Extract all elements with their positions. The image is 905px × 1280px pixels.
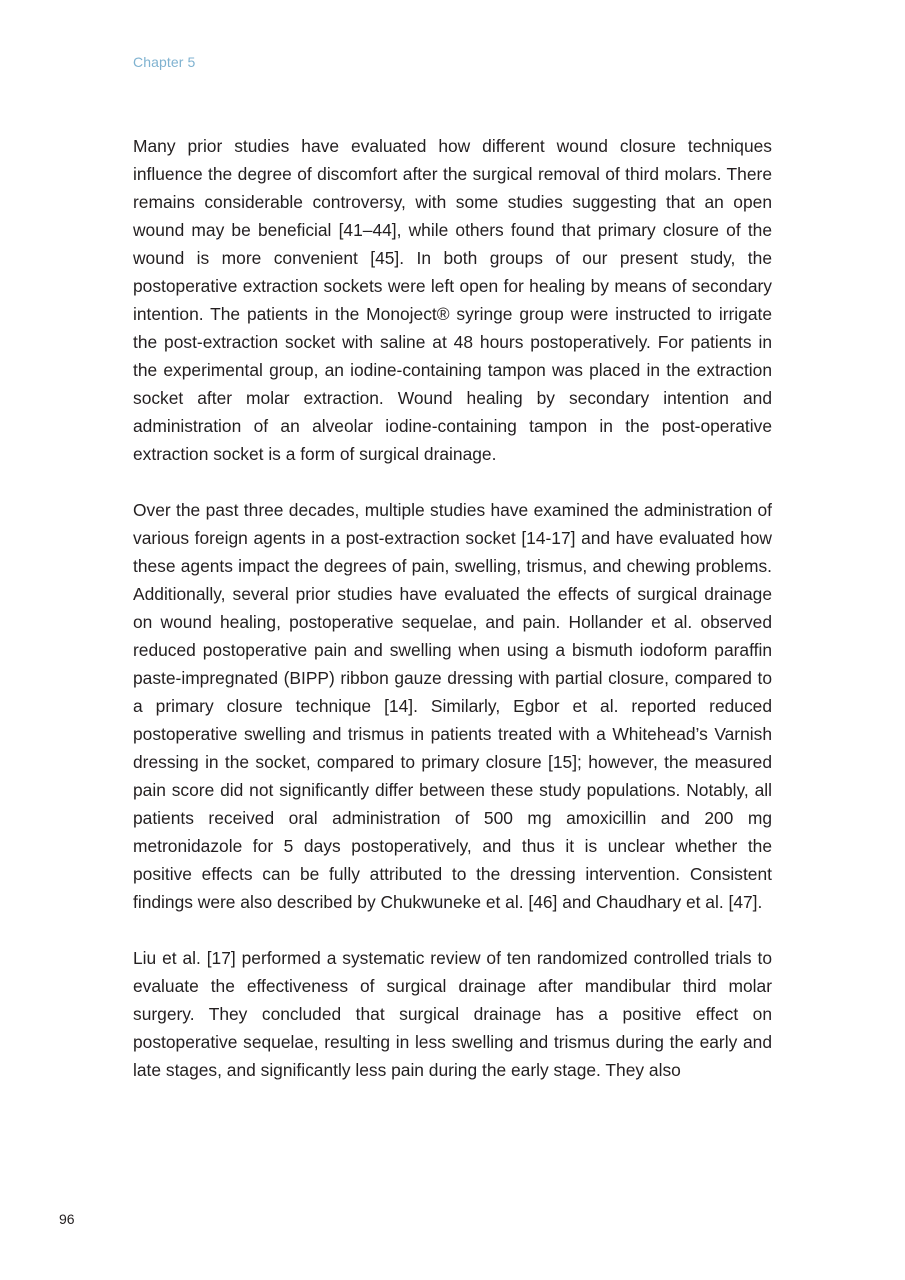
paragraph-systematic-review: Liu et al. [17] performed a systematic review of ten randomized controlled trials to evaluate the effectiveness of surgical drainage after mandibular third molar surgery. They concluded that surgical drainage has a positive effect on postoperative sequelae, resulting in less swelling and trismus during the early and late stages, and significantly less pain during the early stage. They also <box>133 948 772 1080</box>
paragraph-foreign-agents: Over the past three decades, multiple studies have examined the administration of various foreign agents in a post-extraction socket [14-17] and have evaluated how these agents impact the degrees of pain, swelling, trismus, and chewing problems. Additionally, several prior studies have evaluated the effects of surgical drainage on wound healing, postoperative sequelae, and pain. Hollander et al. observed reduced postoperative pain and swelling when using a bismuth iodoform paraffin paste-impregnated (BIPP) ribbon gauze dressing with partial closure, compared to a primary closure technique [14]. Similarly, Egbor et al. reported reduced postoperative swelling and trismus in patients treated with a Whitehead’s Varnish dressing in the socket, compared to primary closure [15]; however, the measured pain score did not significantly differ between these study populations. Notably, all patients received oral administration of 500 mg amoxicillin and 200 mg metronidazole for 5 days postoperatively, and thus it is unclear whether the positive effects can be fully attributed to the dressing intervention. Consistent findings were also described by Chukwuneke et al. [46] and Chaudhary et al. [47]. <box>133 500 772 912</box>
body-text <box>133 132 772 1112</box>
paragraph-wound-closure: Many prior studies have evaluated how different wound closure techniques influence the degree of discomfort after the surgical removal of third molars. There remains considerable controversy, with some studies suggesting that an open wound may be beneficial [41–44], while others found that primary closure of the wound is more convenient [45]. In both groups of our present study, the postoperative extraction sockets were left open for healing by means of secondary intention. The patients in the Monoject® syringe group were instructed to irrigate the post-extraction socket with saline at 48 hours postoperatively. For patients in the experimental group, an iodine-containing tampon was placed in the extraction socket after molar extraction. Wound healing by secondary intention and administration of an alveolar iodine-containing tampon in the post-operative extraction socket is a form of surgical drainage. <box>133 136 772 464</box>
running-header-chapter: Chapter 5 <box>133 54 196 70</box>
page-number: 96 <box>59 1211 75 1227</box>
